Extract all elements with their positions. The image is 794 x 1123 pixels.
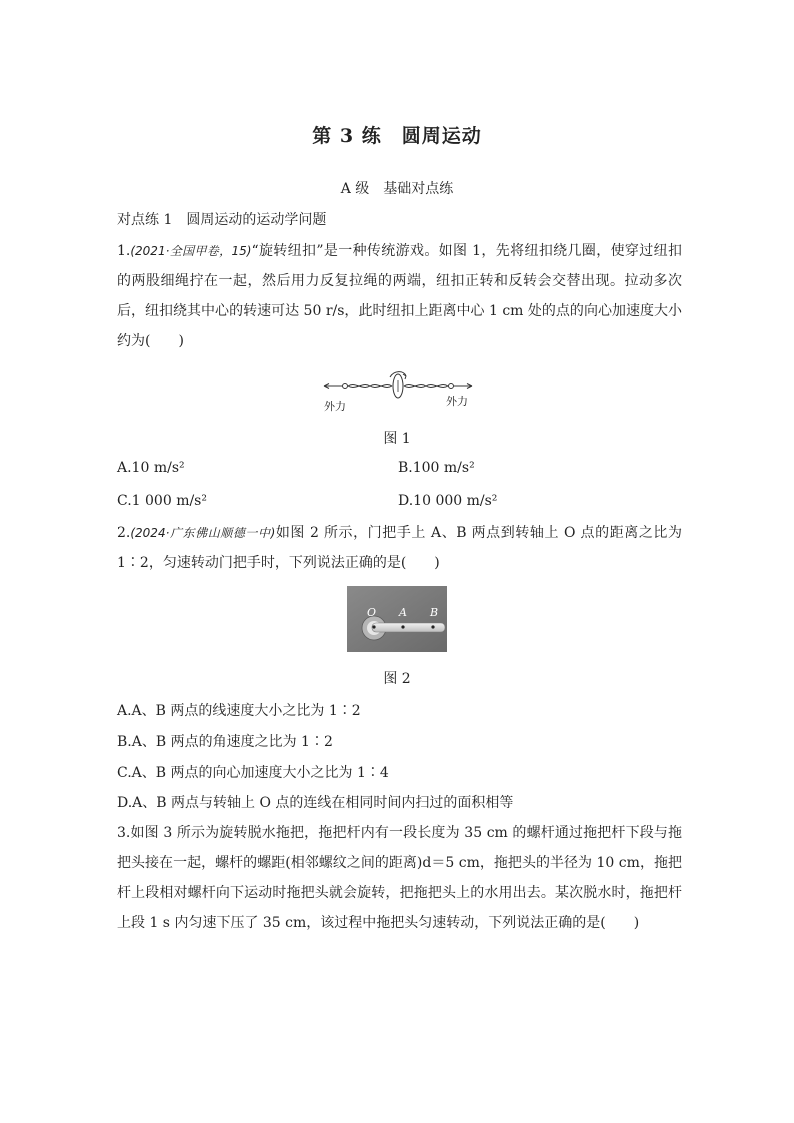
section-heading: 对点练 1 圆周运动的运动学问题 xyxy=(117,212,327,228)
level-heading: A 级 基础对点练 xyxy=(340,181,454,197)
question-1-number: 1. xyxy=(117,243,131,259)
question-1-text xyxy=(117,236,682,356)
figure-2-label-b: B xyxy=(430,606,439,619)
figure-1-label-left: 外力 xyxy=(324,400,346,413)
figure-2-caption: 图 2 xyxy=(383,671,411,687)
question-3-text: 3.如图 3 所示为旋转脱水拖把，拖把杆内有一段长度为 35 cm 的螺杆通过拖把杆下段与拖把头接在一起，螺杆的螺距(相邻螺纹之间的距离)d＝5 cm，拖把头的半径为 10 cm，拖把杆上段相对螺杆向下运动时拖把头就会旋转，把拖把头上的水用出去。某次脱水时，拖把杆上段 1 s 内匀速下压了 35 cm，该过程中拖把头匀速转动，下列说法正确的是( ) xyxy=(117,825,682,931)
figure-2-label-o: O xyxy=(367,606,377,619)
question-1-body: “旋转纽扣”是一种传统游戏。如图 1，先将纽扣绕几圈，使穿过纽扣的两股细绳拧在一起，然后用力反复拉绳的两端，纽扣正转和反转会交替出现。拉动多次后，纽扣绕其中心的转速可达 50 r/s，此时纽扣上距离中心 1 cm 处的点的向心加速度大小约为( ) xyxy=(117,243,682,349)
figure-1-button-spinner xyxy=(320,368,480,416)
page-title: 第 3 练 圆周运动 xyxy=(312,125,482,147)
q1-option-a: A.10 m/s² xyxy=(117,460,185,476)
q2-option-c: C.A、B 两点的向心加速度大小之比为 1∶4 xyxy=(117,765,389,781)
question-2-text xyxy=(117,518,682,578)
q2-option-a: A.A、B 两点的线速度大小之比为 1∶2 xyxy=(117,703,361,719)
figure-1-label-right: 外力 xyxy=(446,395,468,408)
question-2-body: 如图 2 所示，门把手上 A、B 两点到转轴上 O 点的距离之比为 1∶2，匀速转动门把手时，下列说法正确的是( ) xyxy=(117,525,683,571)
question-2-number: 2. xyxy=(117,525,131,541)
q2-option-d: D.A、B 两点与转轴上 O 点的连线在相同时间内扫过的面积相等 xyxy=(117,795,514,811)
q2-option-b: B.A、B 两点的角速度之比为 1∶2 xyxy=(117,734,333,750)
q1-option-b: B.100 m/s² xyxy=(398,460,475,476)
question-1-source: (2021·全国甲卷，15) xyxy=(130,244,252,258)
q1-option-c: C.1 000 m/s² xyxy=(117,493,207,509)
question-2-source: (2024·广东佛山顺德一中) xyxy=(130,526,276,540)
figure-2-label-a: A xyxy=(399,606,407,619)
figure-2-door-handle xyxy=(347,586,447,652)
q1-option-d: D.10 000 m/s² xyxy=(398,493,498,509)
figure-1-caption: 图 1 xyxy=(383,431,411,447)
